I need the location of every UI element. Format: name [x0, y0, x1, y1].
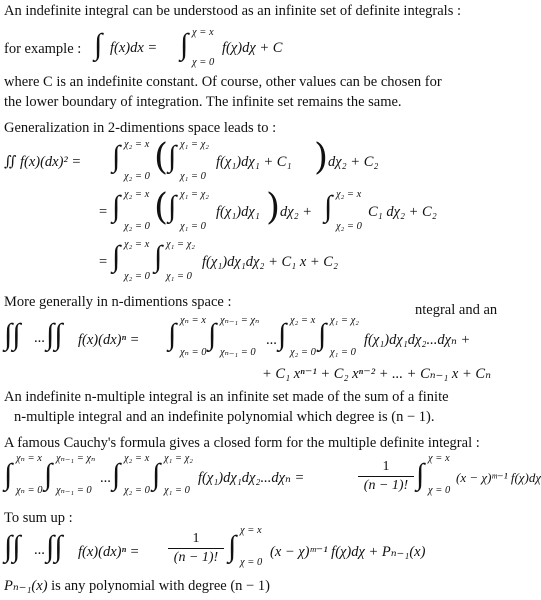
text-line: A famous Cauchy's formula gives a closed form for the multiple definite integral : [4, 435, 480, 451]
fraction: 1 (n − 1)! [168, 532, 224, 565]
integral-sign: ∫ [112, 240, 121, 273]
integral-sign: ∫ [180, 28, 189, 61]
text-line: An indefinite n-multiple integral is an infinite set made of the sum of a finite [4, 389, 449, 405]
eq2-left: ∬ f(x)(dx)² = [4, 154, 82, 170]
integral-sign: ∫ [168, 190, 177, 223]
eq2-row2: f(χ₁)dχ₁ [216, 204, 260, 220]
example-equation [94, 28, 334, 70]
integral-sign: ∫ [112, 190, 121, 223]
eq-2d-block: ∬ f(x)(dx)² = ∫ χ₂ = x χ₂ = 0 ( ∫ χ₁ = χ₂ χ₁ = 0 f(χ₁)dχ₁ + C₁ ) dχ₂ + C₂ = ∫ χ₂ = x χ₂ = 0 ( ∫ χ₁ = χ₂ χ₁ = 0 f(χ₁)dχ₁ ) dχ₂ + ∫ χ₂ = x χ₂ = 0 C₁ dχ₂ + C₂ = ∫ χ₂ = x χ₂ = 0 ∫ χ₁ = χ₂ χ₁ = 0 f(χ₁)dχ₁dχ₂ + C₁ x + C₂ [4, 137, 437, 282]
eq1-right: f(χ)dχ + C [222, 40, 283, 56]
integral-sign: ∫ [168, 140, 177, 173]
text-line: Generalization in 2-dimentions space leads to : [4, 120, 277, 136]
example-label: for example : [4, 41, 82, 57]
eq3-poly: + C₁ xⁿ⁻¹ + C₂ xⁿ⁻² + ... + Cₙ₋₁ x + Cₙ [262, 366, 491, 382]
frac-num: 1 [382, 459, 390, 474]
text-line: More generally in n-dimentions space : [4, 294, 232, 310]
upper-limit: χ = x [192, 27, 214, 38]
eq2-row3: f(χ₁)dχ₁dχ₂ + C₁ x + C₂ [202, 254, 339, 270]
text-line: where C is an indefinite constant. Of course, other values can be chosen for [4, 74, 442, 90]
text-line: the lower boundary of integration. The infinite set remains the same. [4, 94, 402, 110]
eq-cauchy: ∫ χₙ = x χₙ = 0 ∫ χₙ₋₁ = χₙ χₙ₋₁ = 0 ... ∫ χ₂ = x χ₂ = 0 ∫ χ₁ = χ₂ χ₁ = 0 f(χ₁)dχ₁dχ₂...dχₙ = 1 (n − 1)! ∫ χ = x χ = 0 (x − χ)ᵐ⁻¹ f(χ)dχ [4, 453, 541, 496]
fraction [358, 460, 414, 493]
polynomial-label: Pₙ₋₁(x) [4, 578, 48, 594]
eq-nd-block: ∫∫ ... ∫∫ f(x)(dx)ⁿ = ∫ χₙ = x χₙ = 0 ∫ χₙ₋₁ = χₙ χₙ₋₁ = 0 ... ∫ χ₂ = x χ₂ = 0 ∫ χ₁ = χ₂ χ₁ = 0 f(χ₁)dχ₁dχ₂...dχₙ + + C₁ xⁿ⁻¹ + C₂ xⁿ⁻² + ... + Cₙ₋₁ x + Cₙ [4, 315, 491, 382]
eq2-row1b: dχ₂ + C₂ [328, 154, 379, 170]
eq2-row2c: C₁ dχ₂ + C₂ [368, 204, 437, 220]
eq1-left: f(x)dx = [110, 40, 158, 56]
eq3-left: f(x)(dx)ⁿ = [78, 332, 140, 348]
lower-limit: χ = 0 [192, 57, 215, 68]
eq5-right: (x − χ)ᵐ⁻¹ f(χ)dχ + Pₙ₋₁(x) [270, 544, 426, 560]
integral-sign: ∫ [94, 28, 103, 61]
eq2-row2b: dχ₂ + [280, 204, 313, 220]
integral-sign: ∫ [112, 140, 121, 173]
frac-den: (n − 1)! [363, 478, 409, 493]
final-text: is any polynomial with degree (n − 1) [51, 578, 270, 594]
integral-sign: ∫ [324, 190, 333, 223]
eq-summary: ∫∫ ... ∫∫ f(x)(dx)ⁿ = 1 (n − 1)! ∫ χ = x χ = 0 (x − χ)ᵐ⁻¹ f(χ)dχ + Pₙ₋₁(x) [4, 525, 426, 568]
intro-text: An indefinite integral can be understood as an infinite set of definite integrals : [4, 3, 462, 19]
text-line: To sum up : [4, 510, 73, 526]
text-line: n-multiple integral and an indefinite polynomial which degree is (n − 1). [14, 409, 435, 425]
eq4-body: f(χ₁)dχ₁dχ₂...dχₙ = [198, 470, 305, 486]
eq3-body: f(χ₁)dχ₁dχ₂...dχₙ + [364, 332, 471, 348]
final-line [4, 577, 270, 595]
overlay-text: ntegral and an [415, 302, 498, 318]
eq5-left: f(x)(dx)ⁿ = [78, 544, 140, 560]
integral-sign: ∫ [154, 240, 163, 273]
eq2-row1: f(χ₁)dχ₁ + C₁ [216, 154, 292, 170]
eq4-right: (x − χ)ᵐ⁻¹ f(χ)dχ [456, 470, 541, 485]
